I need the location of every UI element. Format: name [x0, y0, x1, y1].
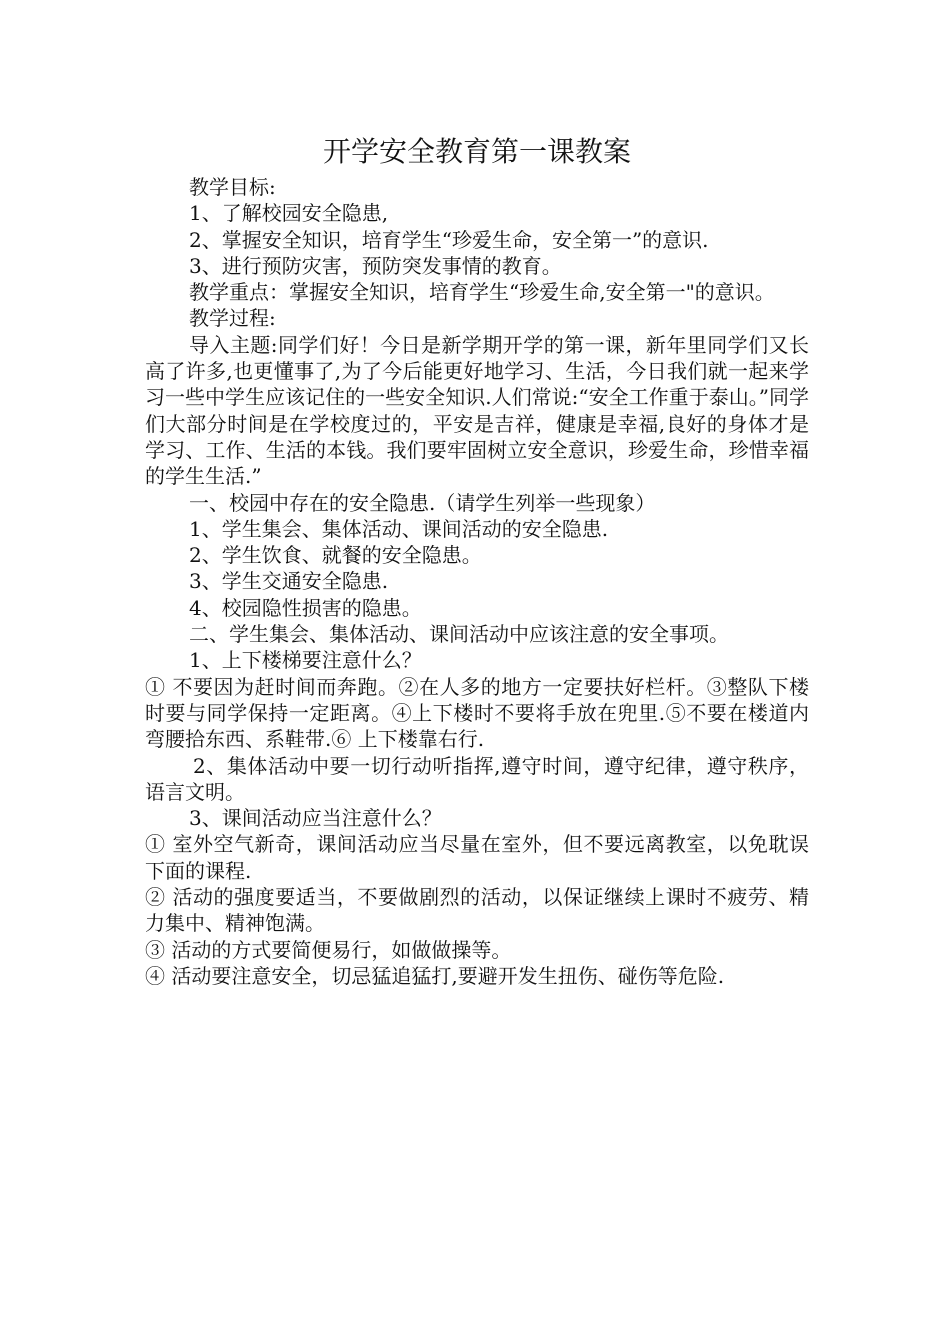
- subsection-heading-stairs: 1、上下楼梯要注意什么？: [189, 648, 422, 673]
- break-rule-item: ④ 活动要注意安全，切忌猛追猛打,要避开发生扭伤、碰伤等危险.: [145, 963, 725, 988]
- intro-paragraph: 导入主题:同学们好！今日是新学期开学的第一课，新年里同学们又长高了许多,也更懂事了,为了今后能更好地学习、生活，今日我们就一起来学习一些中学生应该记住的一些安全知识.人们常说:“安全工作重于泰山。”同学们大部分时间是在学校度过的，平安是吉祥，健康是幸福,良好的身体才是学习、工作、生活的本钱。我们要牢固树立安全意识，珍爱生命，珍惜幸福的学生生活.”: [145, 332, 809, 489]
- document-page: [145, 130, 809, 989]
- section-heading-hazards: 一、校园中存在的安全隐患.（请学生列举一些现象）: [189, 490, 656, 515]
- group-activity-paragraph: 2、集体活动中要一切行动听指挥,遵守时间，遵守纪律，遵守秩序，语言文明。: [145, 753, 809, 804]
- subsection-heading-break: 3、课间活动应当注意什么？: [189, 806, 442, 831]
- document-title: 开学安全教育第一课教案: [322, 135, 631, 168]
- objective-item: 2、掌握安全知识，培育学生“珍爱生命，安全第一”的意识.: [189, 227, 709, 252]
- break-rule-item: ③ 活动的方式要简便易行，如做做操等。: [145, 937, 512, 962]
- break-rule-item: ② 活动的强度要适当，不要做剧烈的活动，以保证继续上课时不疲劳、精力集中、精神饱满。: [145, 885, 809, 936]
- objective-item: 3、进行预防灾害，预防突发事情的教育。: [189, 253, 562, 278]
- hazard-item: 3、学生交通安全隐患.: [189, 569, 389, 594]
- hazard-item: 2、学生饮食、就餐的安全隐患。: [189, 543, 482, 568]
- break-rule-item: ① 室外空气新奇，课间活动应当尽量在室外，但不要远离教室，以免耽误下面的课程.: [145, 832, 809, 883]
- section-heading-process: 教学过程:: [189, 306, 276, 331]
- hazard-item: 1、学生集会、集体活动、课间活动的安全隐患.: [189, 516, 609, 541]
- hazard-item: 4、校园隐性损害的隐患。: [189, 595, 422, 620]
- section-heading-objectives: 教学目标:: [189, 175, 276, 199]
- section-heading-precautions: 二、学生集会、集体活动、课间活动中应该注意的安全事项。: [189, 622, 729, 647]
- objective-item: 1、了解校园安全隐患,: [189, 201, 389, 226]
- key-point-paragraph: 教学重点：掌握安全知识，培育学生“珍爱生命,安全第一"的意识。: [189, 280, 775, 305]
- stairs-rules-paragraph: ① 不要因为赶时间而奔跑。②在人多的地方一定要扶好栏杆。③整队下楼时要与同学保持一定距离。④上下楼时不要将手放在兜里.⑤不要在楼道内弯腰拾东西、系鞋带.⑥ 上下楼靠右行.: [145, 674, 809, 752]
